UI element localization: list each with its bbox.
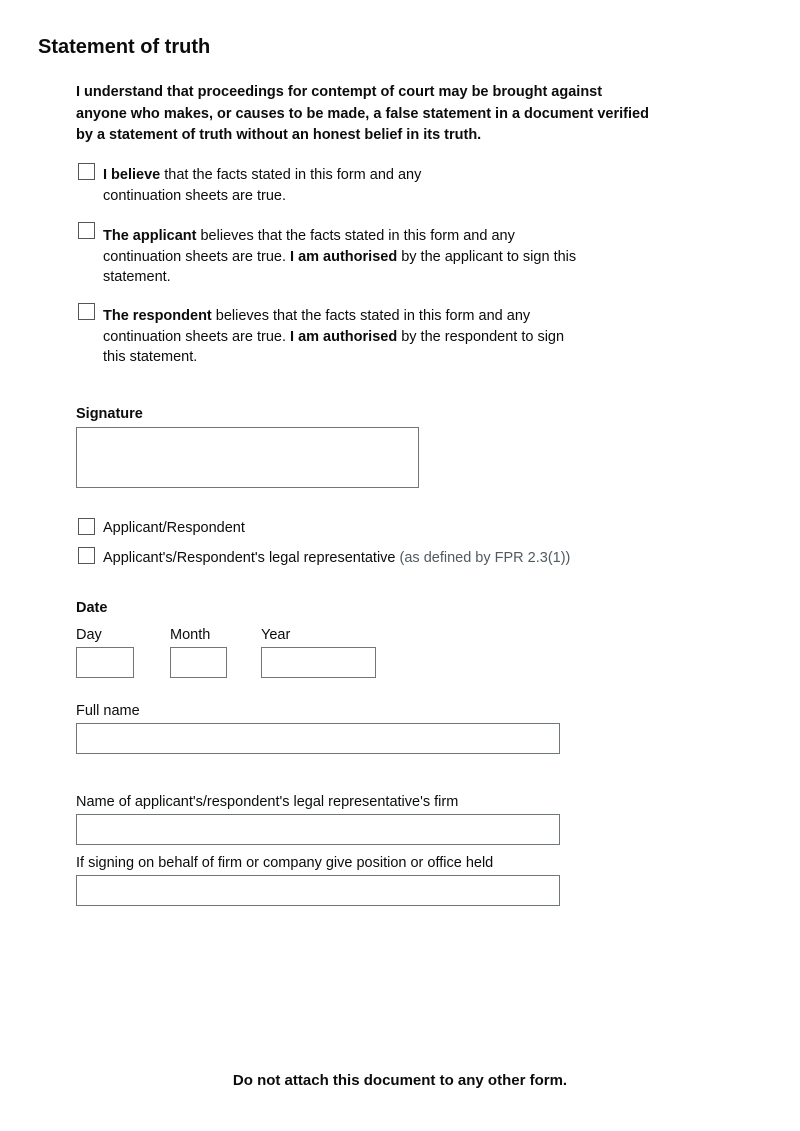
full-name-input[interactable] xyxy=(76,723,560,754)
option-bold: The applicant xyxy=(103,228,197,244)
firm-name-input[interactable] xyxy=(76,814,560,845)
checkbox-applicant-respondent[interactable] xyxy=(78,518,95,535)
fpr-note: (as defined by FPR 2.3(1)) xyxy=(399,550,571,566)
year-label: Year xyxy=(261,627,291,643)
signer-legal-representative-label: Applicant's/Respondent's legal representative xyxy=(103,550,396,566)
firm-name-label: Name of applicant's/respondent's legal representative's firm xyxy=(76,794,459,810)
option-bold: The respondent xyxy=(103,308,212,324)
checkbox-legal-representative[interactable] xyxy=(78,547,95,564)
signature-label: Signature xyxy=(76,406,143,422)
option-text-2: by the applicant to sign this statement. xyxy=(103,248,577,285)
option-text: that the facts stated in this form and any continuation sheets are true. xyxy=(103,167,422,204)
year-input[interactable] xyxy=(261,647,376,678)
option-applicant-text xyxy=(103,226,581,288)
option-text-2: by the respondent to sign this statement. xyxy=(103,328,565,365)
option-respondent-text xyxy=(103,306,581,368)
contempt-declaration: I understand that proceedings for contempt of court may be brought against anyone who makes, or causes to be made, a false statement in a document verified by a statement of truth without an honest belief in its truth. xyxy=(76,84,649,143)
option-bold: I believe xyxy=(103,167,161,183)
position-input[interactable] xyxy=(76,875,560,906)
full-name-label: Full name xyxy=(76,703,140,719)
month-label: Month xyxy=(170,627,211,643)
day-input[interactable] xyxy=(76,647,134,678)
day-label: Day xyxy=(76,627,102,643)
checkbox-respondent-believes[interactable] xyxy=(78,303,95,320)
signature-box[interactable] xyxy=(76,427,419,488)
option-i-believe-text xyxy=(103,165,483,206)
signer-applicant-respondent-label: Applicant/Respondent xyxy=(103,520,245,536)
position-label: If signing on behalf of firm or company give position or office held xyxy=(76,855,494,871)
checkbox-i-believe[interactable] xyxy=(78,163,95,180)
signer-legal-representative-text xyxy=(103,548,663,569)
footer-notice: Do not attach this document to any other form. xyxy=(232,1072,568,1089)
checkbox-applicant-believes[interactable] xyxy=(78,222,95,239)
option-bold-authorised: I am authorised xyxy=(290,328,398,345)
option-text: believes that the facts stated in this form and any continuation sheets are true. xyxy=(103,228,515,265)
page-title: Statement of truth xyxy=(38,36,211,58)
month-input[interactable] xyxy=(170,647,227,678)
option-bold-authorised: I am authorised xyxy=(290,248,398,265)
option-text: believes that the facts stated in this form and any continuation sheets are true. xyxy=(103,308,531,345)
date-label: Date xyxy=(76,600,108,616)
